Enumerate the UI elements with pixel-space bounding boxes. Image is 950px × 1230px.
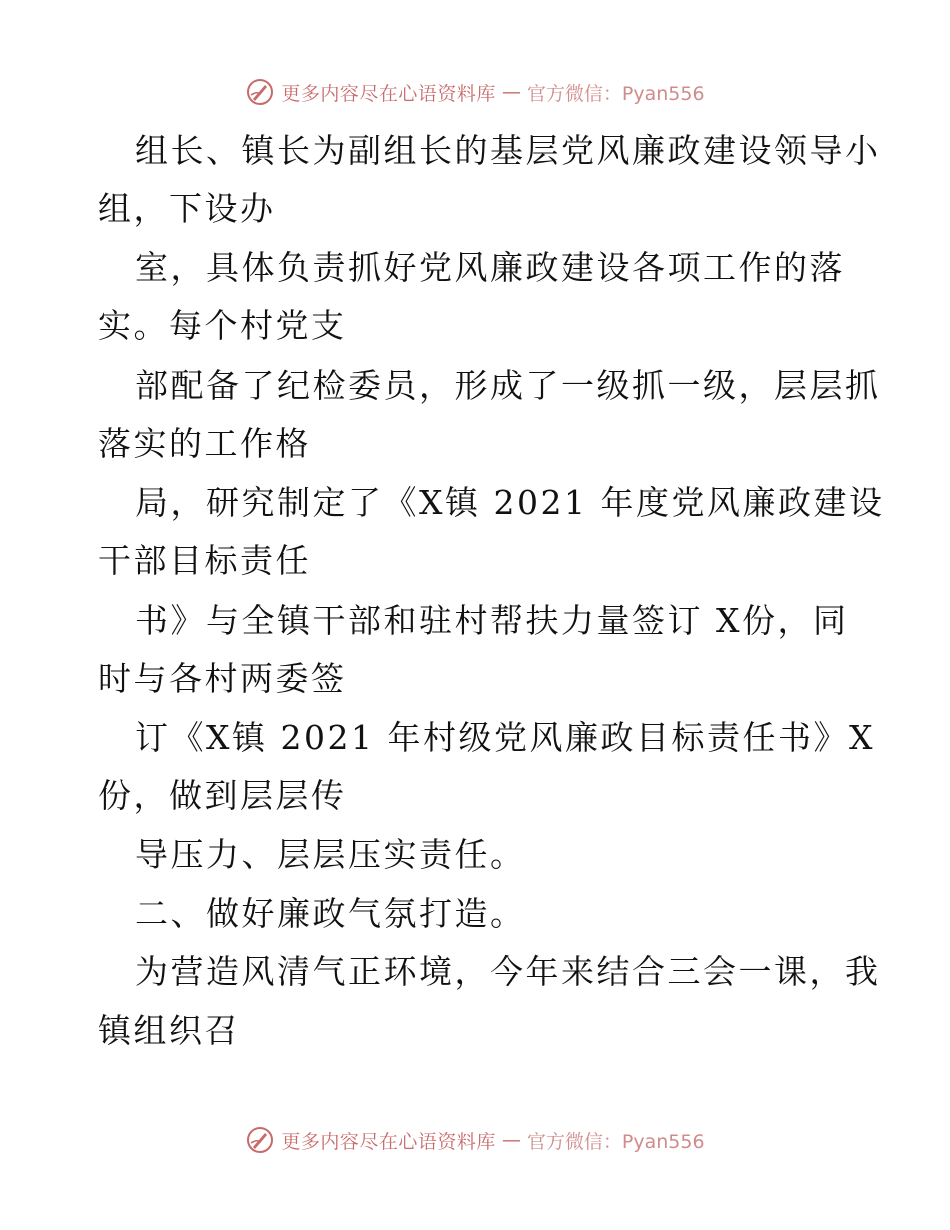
watermark-dash: — [501,1129,521,1151]
text-line: 部配备了纪检委员，形成了一级抓一级，层层抓 [135,366,881,405]
text-line: 镇组织召 [98,1011,240,1050]
text-line: 局，研究制定了《X镇 2021 年度党风廉政建设 [135,483,885,522]
text-line: 室，具体负责抓好党风廉政建设各项工作的落 [135,248,845,287]
text-line: 组长、镇长为副组长的基层党风廉政建设领导小 [135,131,881,170]
feather-pen-icon [245,77,275,107]
text-line: 书》与全镇干部和驻村帮扶力量签订 X份，同 [135,601,849,640]
watermark-main-text: 更多内容尽在心语资料库 [281,82,496,105]
text-line: 组，下设办 [98,189,276,228]
text-line: 为营造风清气正环境，今年来结合三会一课，我 [135,952,881,991]
text-line: 实。每个村党支 [98,306,347,345]
text-line: 落实的工作格 [98,424,311,463]
text-line: 份，做到层层传 [98,776,347,815]
text-line: 订《X镇 2021 年村级党风廉政目标责任书》X [135,718,875,757]
text-line: 时与各村两委签 [98,659,347,698]
section-heading: 二、做好廉政气氛打造。 [135,894,526,933]
feather-pen-icon [245,1125,275,1155]
text-line: 干部目标责任 [98,541,311,580]
text-line: 导压力、层层压实责任。 [135,835,526,874]
watermark-main-text: 更多内容尽在心语资料库 [281,1130,496,1153]
watermark-contact: 官方微信：Pyan556 [526,1130,705,1153]
watermark-dash: — [501,81,521,103]
footer-watermark [0,1120,950,1160]
watermark-contact: 官方微信：Pyan556 [526,82,705,105]
header-watermark [0,72,950,112]
